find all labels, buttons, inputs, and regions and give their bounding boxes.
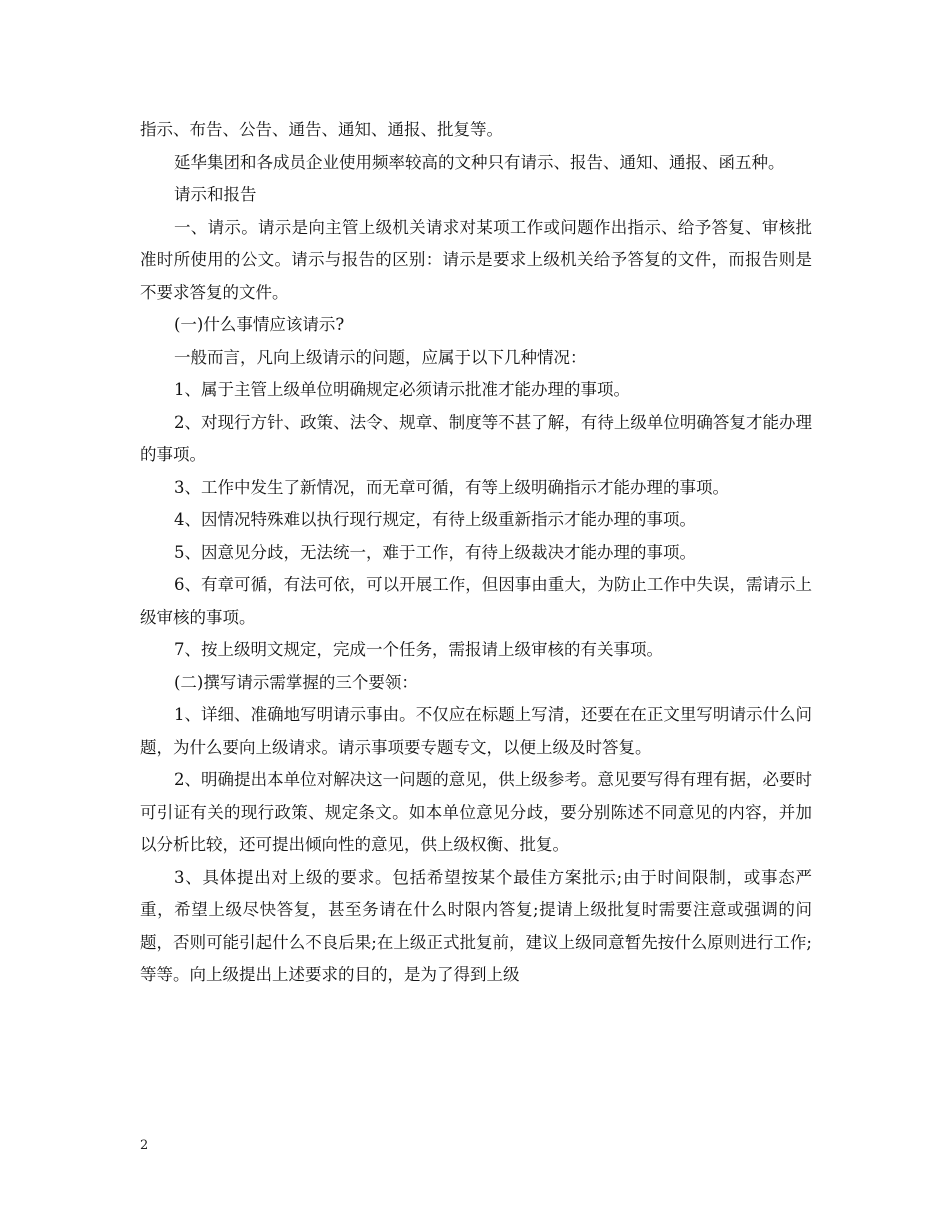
subheading-1: (一)什么事情应该请示? — [174, 315, 345, 334]
requirement-1: 1、详细、准确地写明请示事由。不仅应在标题上写清，还要在在正文里写明请示什么问题，为什么要向上级请求。请示事项要专题专文，以便上级及时答复。 — [140, 705, 812, 757]
paragraph-6: 一般而言，凡向上级请示的问题，应属于以下几种情况： — [174, 347, 587, 367]
section-heading-qingshi-baogao: 请示和报告 — [174, 185, 257, 204]
requirement-3: 3、具体提出对上级的要求。包括希望按某个最佳方案批示;由于时间限制，或事态严重，希望上级尽快答复，甚至务请在什么时限内答复;提请上级批复时需要注意或强调的问题，否则可能引起什么不良后果;在上级正式批复前，建议上级同意暂先按什么原则进行工作;等等。向上级提出上述要求的目的，是为了得到上级 — [140, 867, 812, 984]
list-item-3: 3、工作中发生了新情况，而无章可循，有等上级明确指示才能办理的事项。 — [174, 477, 729, 497]
list-item-4: 4、因情况特殊难以执行现行规定，有待上级重新指示才能办理的事项。 — [174, 510, 696, 529]
list-item-2: 2、对现行方针、政策、法令、规章、制度等不甚了解，有待上级单位明确答复才能办理的事项。 — [140, 412, 812, 464]
list-item-5: 5、因意见分歧，无法统一，难于工作，有待上级裁决才能办理的事项。 — [174, 542, 696, 562]
document-body — [140, 114, 812, 992]
list-item-6: 6、有章可循，有法可依，可以开展工作，但因事由重大，为防止工作中失误，需请示上级审核的事项。 — [140, 575, 812, 627]
subheading-2: (二)撰写请示需掌握的三个要领： — [174, 672, 418, 692]
paragraph-1: 指示、布告、公告、通告、通知、通报、批复等。 — [140, 120, 503, 139]
page-number: 2 — [140, 1138, 149, 1153]
requirement-2: 2、明确提出本单位对解决这一问题的意见，供上级参考。意见要写得有理有据，必要时可引证有关的现行政策、规定条文。如本单位意见分歧，要分别陈述不同意见的内容，并加以分析比较，还可提出倾向性的意见，供上级权衡、批复。 — [140, 770, 812, 854]
list-item-7: 7、按上级明文规定，完成一个任务，需报请上级审核的有关事项。 — [174, 640, 663, 659]
paragraph-4: 一、请示。请示是向主管上级机关请求对某项工作或问题作出指示、给予答复、审核批准时所使用的公文。请示与报告的区别：请示是要求上级机关给予答复的文件，而报告则是不要求答复的文件。 — [140, 217, 812, 302]
paragraph-2: 延华集团和各成员企业使用频率较高的文种只有请示、报告、通知、通报、函五种。 — [174, 152, 785, 172]
list-item-1: 1、属于主管上级单位明确规定必须请示批准才能办理的事项。 — [174, 380, 630, 399]
